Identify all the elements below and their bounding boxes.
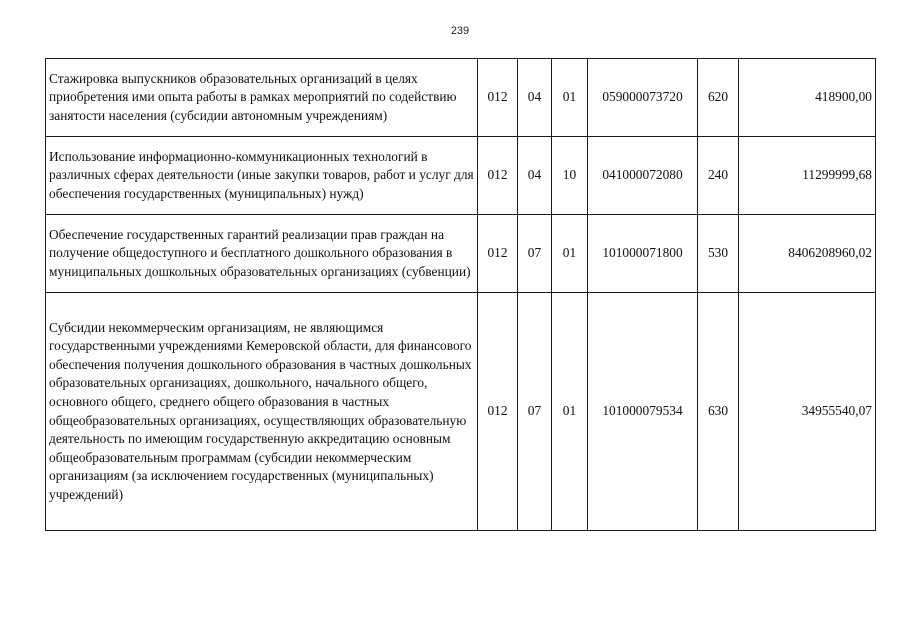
subsection-code: 01 [552, 59, 588, 137]
target-article-code: 101000079534 [588, 293, 698, 531]
row-description: Субсидии некоммерческим организациям, не являющимся государственными учреждениями Кемеровской области, для финансового обеспечения получения дошкольного образования в частных дошкольных образовательных организациях, дошкольного, начального общего, основного общего, среднего общего образования в частных общеобразовательных организациях, осуществляющих образовательную деятельность по имеющим государственную аккредитацию основным общеобразовательным программам (субсидии некоммерческим организациям (за исключением государственных (муниципальных) учреждений) [46, 293, 478, 531]
ministry-code: 012 [478, 293, 518, 531]
row-description: Обеспечение государственных гарантий реализации прав граждан на получение общедоступного и бесплатного дошкольного образования в муниципальных дошкольных образовательных организациях (субвенции) [46, 215, 478, 293]
subsection-code: 10 [552, 137, 588, 215]
ministry-code: 012 [478, 59, 518, 137]
target-article-code: 059000073720 [588, 59, 698, 137]
row-description: Стажировка выпускников образовательных организаций в целях приобретения ими опыта работы в рамках мероприятий по содействию занятости населения (субсидии автономным учреждениям) [46, 59, 478, 137]
expense-type-code: 240 [698, 137, 739, 215]
table-row [46, 215, 876, 293]
budget-table [45, 58, 876, 531]
ministry-code: 012 [478, 215, 518, 293]
expense-type-code: 620 [698, 59, 739, 137]
target-article-code: 101000071800 [588, 215, 698, 293]
table-row [46, 59, 876, 137]
row-description: Использование информационно-коммуникационных технологий в различных сферах деятельности (иные закупки товаров, работ и услуг для обеспечения государственных (муниципальных) нужд) [46, 137, 478, 215]
section-code: 07 [518, 293, 552, 531]
table-row [46, 137, 876, 215]
section-code: 04 [518, 59, 552, 137]
amount: 418900,00 [739, 59, 876, 137]
page-number: 239 [450, 25, 470, 37]
section-code: 07 [518, 215, 552, 293]
ministry-code: 012 [478, 137, 518, 215]
subsection-code: 01 [552, 215, 588, 293]
section-code: 04 [518, 137, 552, 215]
table-row [46, 293, 876, 531]
subsection-code: 01 [552, 293, 588, 531]
amount: 8406208960,02 [739, 215, 876, 293]
expense-type-code: 630 [698, 293, 739, 531]
amount: 34955540,07 [739, 293, 876, 531]
expense-type-code: 530 [698, 215, 739, 293]
amount: 11299999,68 [739, 137, 876, 215]
target-article-code: 041000072080 [588, 137, 698, 215]
